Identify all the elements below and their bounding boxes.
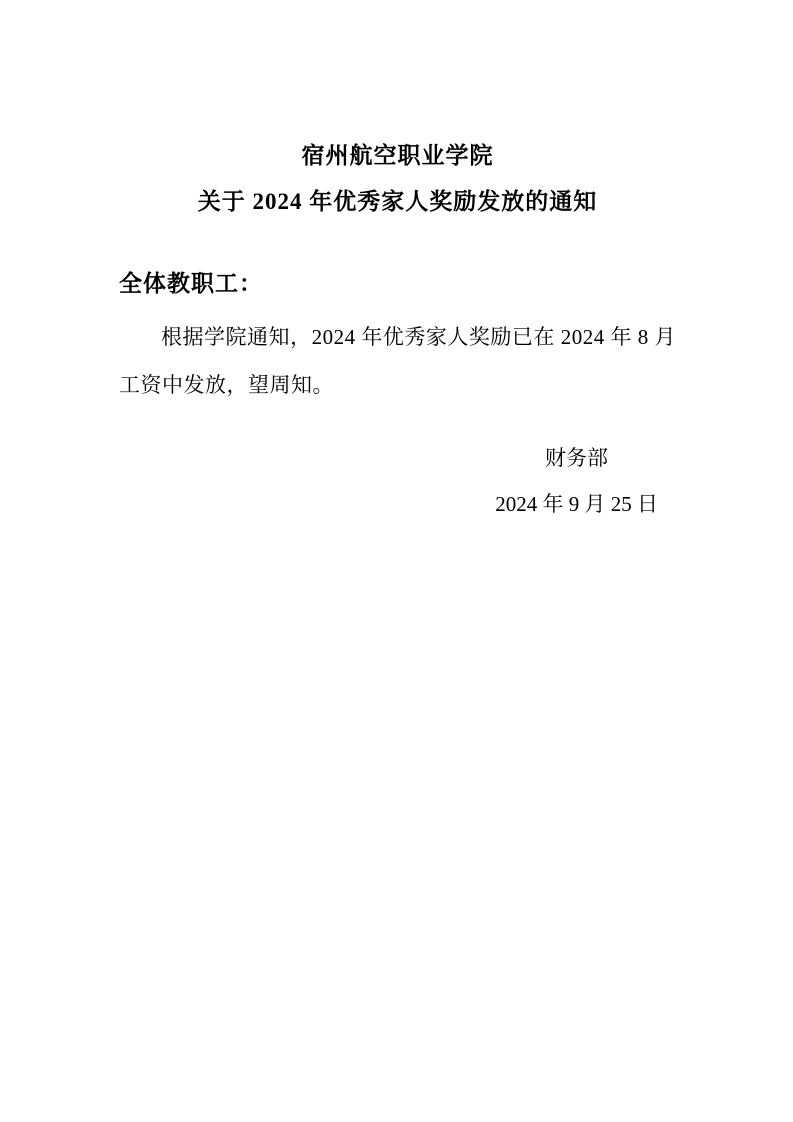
salutation: 全体教职工： xyxy=(119,271,263,296)
document-title-line1: 宿州航空职业学院 xyxy=(301,143,494,168)
document-content xyxy=(0,0,793,527)
signature-block xyxy=(119,435,676,527)
signature-name: 财务部 xyxy=(545,446,608,470)
signature-date: 2024 年 9 月 25 日 xyxy=(495,492,658,516)
document-title-line2: 关于 2024 年优秀家人奖励发放的通知 xyxy=(197,189,598,214)
body-paragraph: 根据学院通知，2024 年优秀家人奖励已在 2024 年 8 月工资中发放，望周知。 xyxy=(119,325,676,397)
